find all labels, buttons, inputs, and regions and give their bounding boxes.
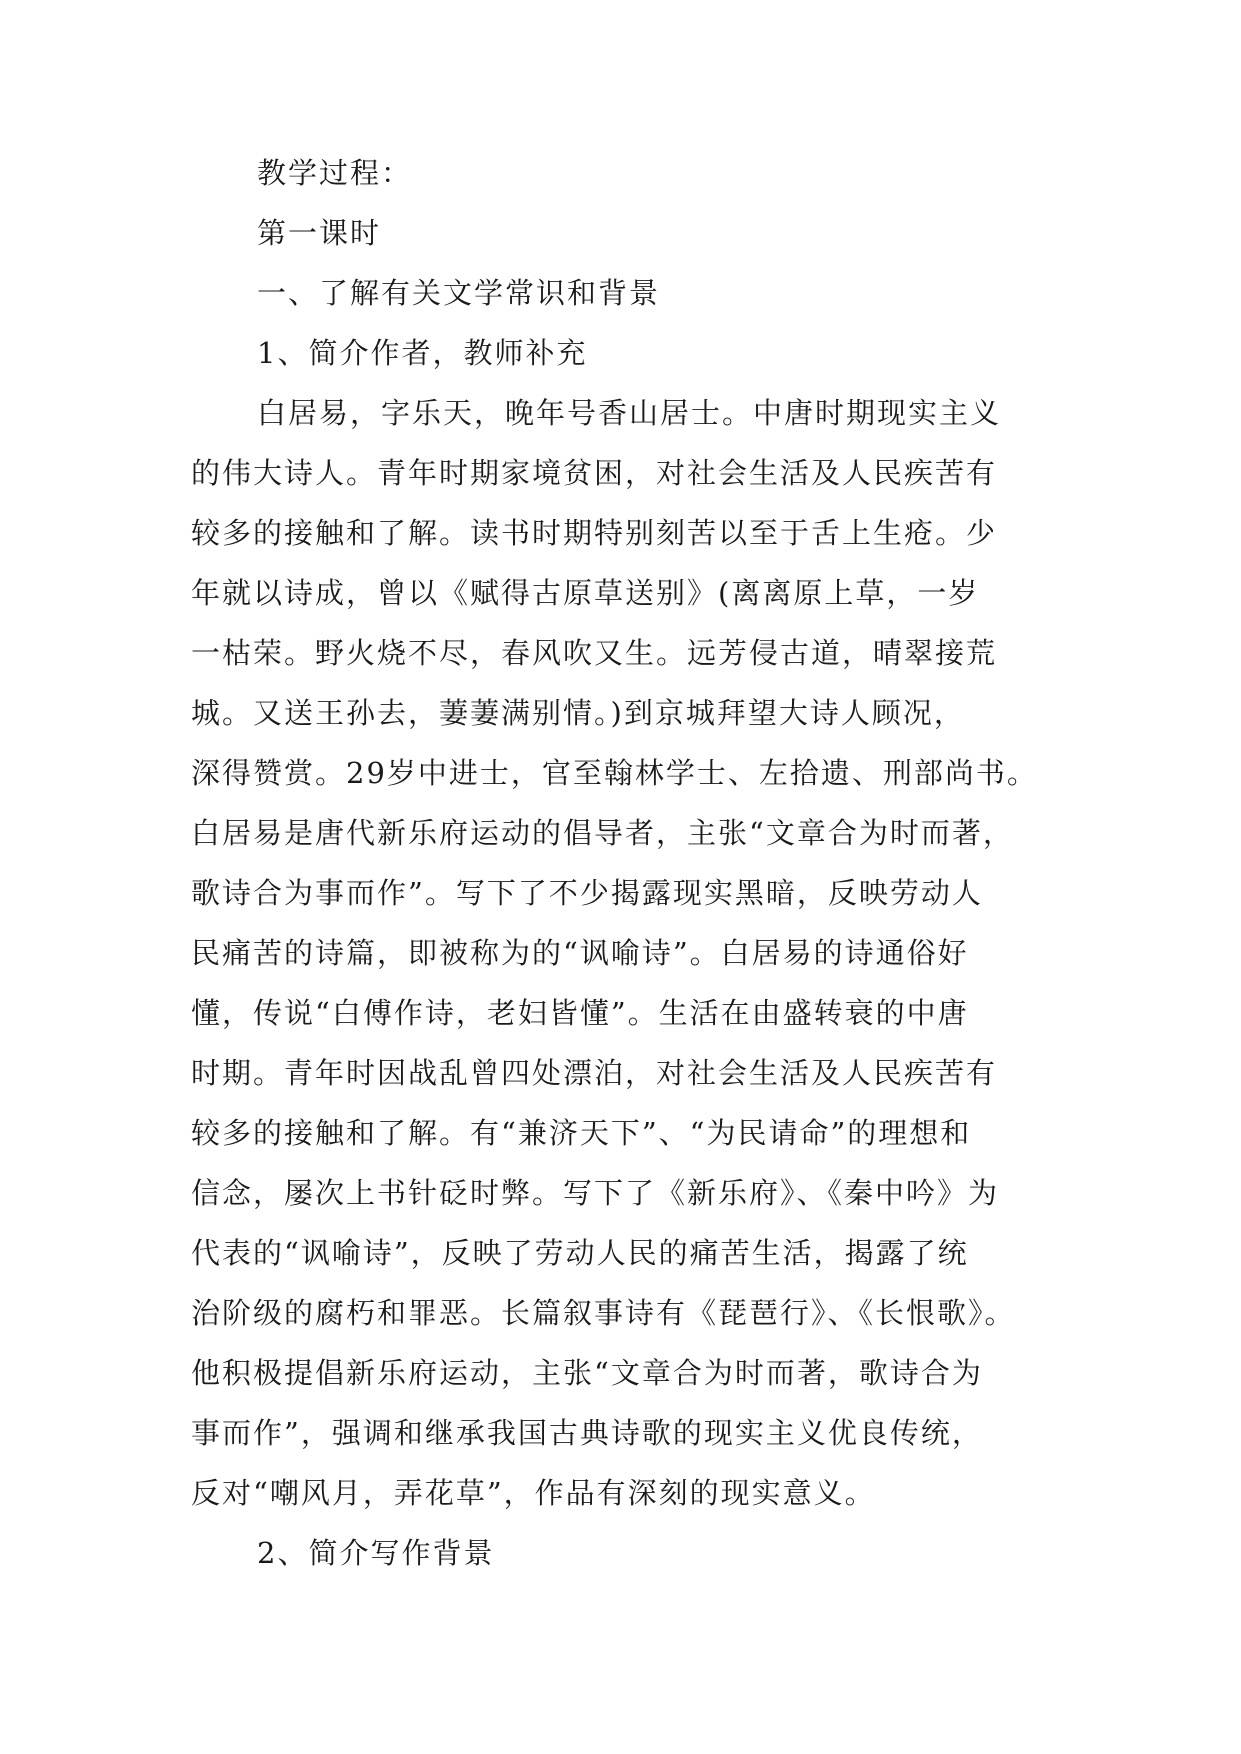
heading-first-lesson: 第一课时 [257, 216, 382, 250]
paragraph-line: 歌诗合为事而作”。写下了不少揭露现实黑暗，反映劳动人 [191, 876, 983, 910]
paragraph-line: 反对“嘲风月，弄花草”，作品有深刻的现实意义。 [191, 1476, 876, 1510]
paragraph-line: 一枯荣。野火烧不尽，春风吹又生。远芳侵古道，晴翠接荒 [191, 636, 998, 670]
paragraph-line: 的伟大诗人。青年时期家境贫困，对社会生活及人民疾苦有 [191, 456, 998, 490]
paragraph-line: 治阶级的腐朽和罪恶。长篇叙事诗有《琵琶行》、《长恨歌》。 [191, 1296, 1016, 1330]
paragraph-line: 年就以诗成，曾以《赋得古原草送别》(离离原上草，一岁 [191, 576, 980, 610]
item-author-introduction: 1、简介作者，教师补充 [257, 336, 588, 370]
paragraph-line: 深得赞赏。29岁中进士，官至翰林学士、左拾遗、刑部尚书。 [191, 756, 1038, 790]
paragraph-line: 事而作”，强调和继承我国古典诗歌的现实主义优良传统， [191, 1416, 983, 1450]
paragraph-line: 白居易，字乐天，晚年号香山居士。中唐时期现实主义 [257, 396, 1002, 430]
paragraph-line: 时期。青年时因战乱曾四处漂泊，对社会生活及人民疾苦有 [191, 1056, 998, 1090]
paragraph-line: 代表的“讽喻诗”，反映了劳动人民的痛苦生活，揭露了统 [191, 1236, 969, 1270]
paragraph-line: 懂，传说“白傅作诗，老妇皆懂”。生活在由盛转衰的中唐 [191, 996, 969, 1030]
section-heading-literary-background: 一、了解有关文学常识和背景 [257, 276, 661, 310]
paragraph-line: 城。又送王孙去，萋萋满别情。)到京城拜望大诗人顾况， [191, 696, 965, 730]
paragraph-line: 民痛苦的诗篇，即被称为的“讽喻诗”。白居易的诗通俗好 [191, 936, 969, 970]
paragraph-line: 较多的接触和了解。读书时期特别刻苦以至于舌上生疮。少 [191, 516, 998, 550]
item-writing-background: 2、简介写作背景 [257, 1536, 495, 1570]
paragraph-line: 他积极提倡新乐府运动，主张“文章合为时而著，歌诗合为 [191, 1356, 983, 1390]
paragraph-line: 白居易是唐代新乐府运动的倡导者，主张“文章合为时而著， [191, 816, 1014, 850]
paragraph-line: 较多的接触和了解。有“兼济天下”、“为民请命”的理想和 [191, 1116, 972, 1150]
paragraph-line: 信念，屡次上书针砭时弊。写下了《新乐府》、《秦中吟》为 [191, 1176, 1000, 1210]
heading-teaching-process: 教学过程： [257, 156, 413, 190]
